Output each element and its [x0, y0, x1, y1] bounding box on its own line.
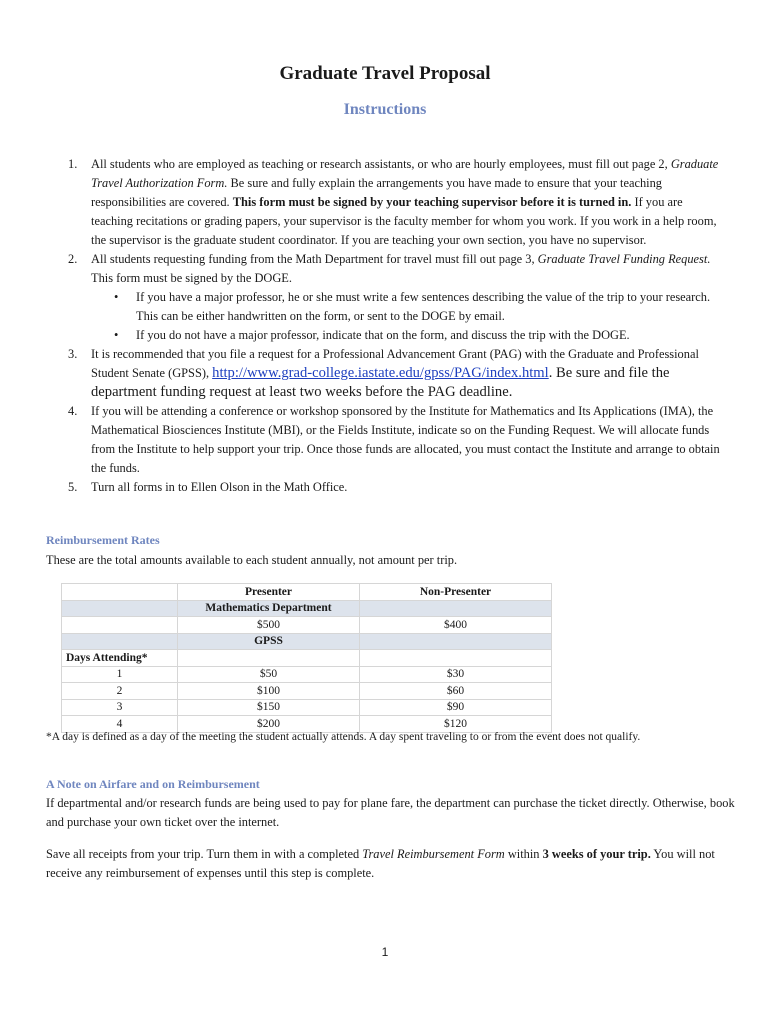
item-number: 1.	[68, 157, 78, 171]
sub-bullet-1	[0, 288, 726, 326]
receipts-paragraph	[46, 845, 736, 883]
table-cell-day: 2	[62, 683, 178, 700]
bullet-icon: •	[114, 290, 119, 304]
table-cell: $100	[178, 683, 360, 700]
list-item-5	[0, 478, 726, 497]
table-cell: $500	[178, 617, 360, 634]
form-name: Graduate Travel Funding Request.	[537, 252, 711, 266]
table-cell-day: 4	[62, 716, 178, 733]
paragraph-text: within	[504, 847, 543, 861]
table-row	[62, 617, 552, 634]
table-row	[62, 699, 552, 716]
item-text: Turn all forms in to Ellen Olson in the Math Office.	[91, 480, 348, 494]
page-title: Graduate Travel Proposal	[279, 63, 491, 84]
table-section-row	[62, 600, 552, 617]
item-text: Be sure and fully explain the arrangements you have made to ensure that your teaching responsibilities are covered.	[91, 176, 662, 209]
paragraph-text: You will not receive any reimbursement of expenses until this step is complete.	[46, 847, 715, 880]
item-text: All students requesting funding from the Math Department for travel must fill out page 3,	[91, 252, 538, 266]
airfare-paragraph: If departmental and/or research funds are being used to pay for plane fare, the department can purchase the ticket directly. Otherwise, book and purchase your own ticket over the internet.	[46, 796, 735, 829]
list-item-1	[0, 155, 726, 250]
item-text: . Be sure and file the department funding request at least two weeks before the PAG deadline.	[91, 365, 670, 400]
list-item-4	[0, 402, 726, 478]
column-header-presenter: Presenter	[178, 584, 360, 601]
table-cell: $120	[360, 716, 552, 733]
item-text: If you are teaching recitations or grading papers, your supervisor is the faculty member for whom you work. If you work in a help room, the supervisor is the graduate student coordinator. If you are teaching your own section, you have no supervisor.	[91, 195, 717, 247]
table-row	[62, 650, 552, 667]
emphasis-text: This form must be signed by your teaching supervisor before it is turned in.	[232, 195, 632, 209]
days-attending-label: Days Attending*	[62, 650, 178, 667]
table-row	[62, 683, 552, 700]
airfare-heading: A Note on Airfare and on Reimbursement	[46, 777, 260, 791]
item-number: 5.	[68, 480, 78, 494]
item-number: 4.	[68, 404, 78, 418]
form-name: Travel Reimbursement Form	[362, 847, 505, 861]
item-text: If you will be attending a conference or workshop sponsored by the Institute for Mathematics and Its Applications (IMA), the Mathematical Biosciences Institute (MBI), or the Fields Institute, indicate so on the Funding Request. We will allocate funds from the Institute to help support your trip. Once those funds are allocated, you must contact the Institute and arrange to obtain the funds.	[91, 404, 720, 475]
table-section-row	[62, 633, 552, 650]
item-text: This form must be signed by the DOGE.	[91, 271, 292, 285]
form-name: Graduate Travel Authorization Form.	[91, 157, 719, 190]
reimbursement-intro: These are the total amounts available to each student annually, not amount per trip.	[46, 553, 458, 567]
list-item-2	[0, 250, 726, 288]
table-cell: $30	[360, 666, 552, 683]
page-subtitle: Instructions	[343, 101, 427, 118]
table-cell: $90	[360, 699, 552, 716]
list-item-3	[0, 345, 726, 402]
table-cell-day: 1	[62, 666, 178, 683]
table-cell: $200	[178, 716, 360, 733]
column-header-non-presenter: Non-Presenter	[360, 584, 552, 601]
sub-bullet-2	[0, 326, 726, 345]
section-label-math-dept: Mathematics Department	[178, 600, 360, 617]
reimbursement-heading: Reimbursement Rates	[46, 533, 160, 547]
table-row	[62, 716, 552, 733]
table-row	[62, 666, 552, 683]
bullet-text: If you have a major professor, he or she must write a few sentences describing the value of the trip to your research. This can be either handwritten on the form, or sent to the DOGE by email.	[136, 290, 711, 323]
page-number: 1	[381, 945, 389, 959]
emphasis-text: 3 weeks of your trip.	[542, 847, 651, 861]
table-cell: $150	[178, 699, 360, 716]
item-number: 2.	[68, 252, 78, 266]
table-header-row	[62, 584, 552, 601]
paragraph-text: Save all receipts from your trip. Turn them in with a completed	[46, 847, 363, 861]
table-cell-day: 3	[62, 699, 178, 716]
bullet-text: If you do not have a major professor, indicate that on the form, and discuss the trip with the DOGE.	[136, 328, 630, 342]
item-text: All students who are employed as teaching or research assistants, or who are hourly employees, must fill out page 2,	[91, 157, 671, 171]
table-cell: $50	[178, 666, 360, 683]
table-cell: $400	[360, 617, 552, 634]
bullet-icon: •	[114, 328, 119, 342]
table-footnote: *A day is defined as a day of the meeting the student actually attends. A day spent traveling to or from the event does not qualify.	[46, 731, 641, 743]
item-text: It is recommended that you file a request for a Professional Advancement Grant (PAG) with the Graduate and Professional Student Senate (GPSS),	[91, 347, 699, 380]
reimbursement-table	[61, 583, 552, 733]
instructions-list	[0, 155, 770, 497]
section-label-gpss: GPSS	[178, 633, 360, 650]
item-number: 3.	[68, 347, 78, 361]
table-cell: $60	[360, 683, 552, 700]
pag-link[interactable]: http://www.grad-college.iastate.edu/gpss/PAG/index.html	[212, 365, 549, 381]
